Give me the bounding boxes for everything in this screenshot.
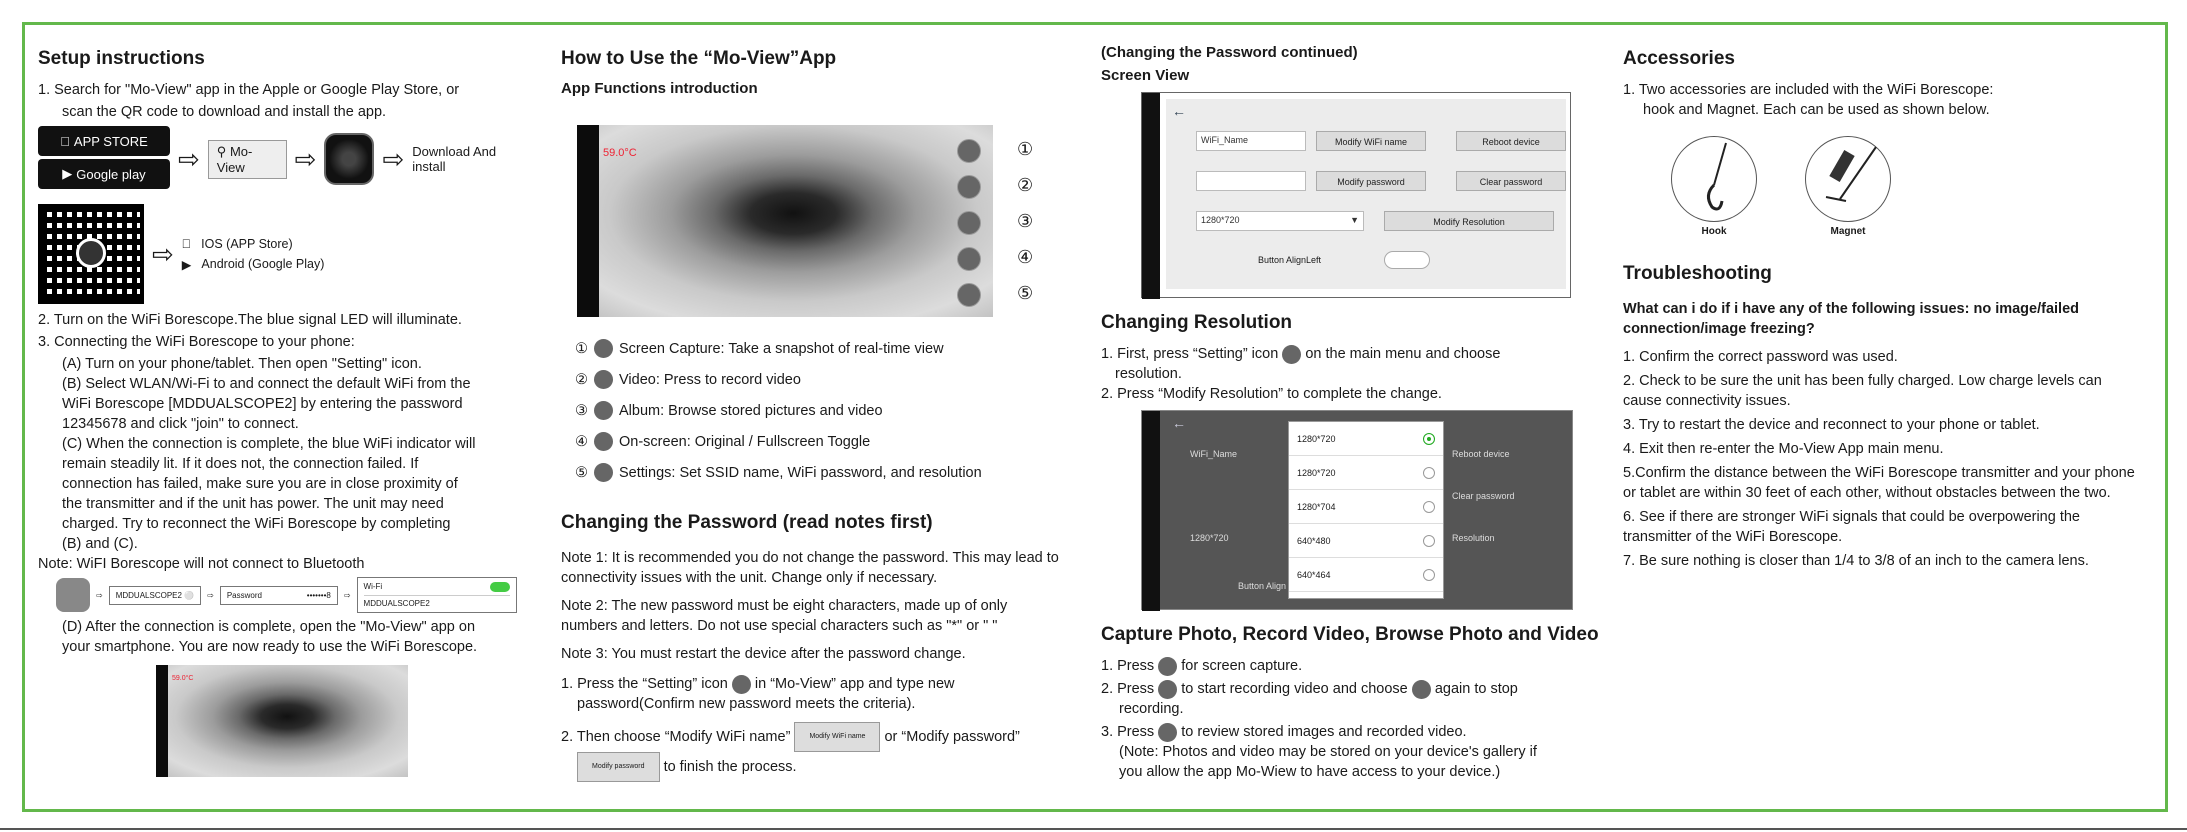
setup-step-3d-1: (D) After the connection is complete, open the "Mo-View" app on: [62, 619, 476, 635]
setup-step-3c-1: (C) When the connection is complete, the blue WiFi indicator will: [62, 436, 476, 452]
settings-button[interactable]: [957, 283, 981, 307]
setup-step-3b-1: (B) Select WLAN/Wi-Fi to and connect the default WiFi from the: [62, 376, 471, 392]
camera-icon: [594, 339, 613, 358]
function-album: ③ Album: Browse stored pictures and video: [575, 402, 883, 419]
list-item: 6. See if there are stronger WiFi signals that could be overpowering the transmitter of the WiFi Borescope.: [1623, 509, 2080, 545]
download-flow: [38, 126, 528, 192]
temperature-readout: 59.0°C: [172, 675, 194, 682]
wifi-toggle[interactable]: [490, 582, 510, 592]
marker-1: ①: [1017, 139, 1034, 159]
settings-gear-icon: [56, 578, 90, 612]
res-option[interactable]: 640*464: [1289, 558, 1443, 592]
os-list: IOS (APP Store) ▶ Android (Google Play): [181, 236, 325, 272]
list-item: 3. Try to restart the device and reconnect to your phone or tablet.: [1623, 417, 2040, 433]
pw-step-1: 1. Press the “Setting” icon in “Mo-View” app and type new: [561, 676, 955, 692]
continued-heading: (Changing the Password continued): [1101, 44, 1358, 61]
cap-step-3-note-2: you allow the app Mo-Wiew to have access to your device.): [1119, 764, 1501, 780]
setup-column: [38, 30, 528, 777]
settings-icon: [594, 463, 613, 482]
wifi-panel: Wi-Fi MDDUALSCOPE2: [357, 577, 517, 613]
cap-step-2-cont: recording.: [1119, 701, 1184, 717]
video-icon: [1158, 680, 1177, 699]
album-icon: [594, 401, 613, 420]
password-continued-column: [1101, 30, 1601, 782]
setup-step-3c-3: connection has failed, make sure you are in close proximity of: [62, 476, 458, 492]
ssid-row[interactable]: MDDUALSCOPE2 ⚪: [109, 586, 201, 605]
magnet-icon: [1805, 136, 1891, 222]
setup-step-3: 3. Connecting the WiFi Borescope to your phone:: [38, 334, 355, 350]
function-list: [575, 339, 1061, 482]
setup-step-1: 1. Search for "Mo-View" app in the Apple or Google Play Store, or: [38, 82, 460, 98]
res-option[interactable]: 1280*704: [1289, 490, 1443, 524]
hook-accessory: [1671, 136, 1757, 237]
resolution-dropdown: [1288, 421, 1444, 599]
radio-icon: [1423, 535, 1435, 547]
settings-icon: [732, 675, 751, 694]
radio-selected-icon: [1423, 433, 1435, 445]
qr-section: [38, 204, 528, 304]
cap-step-2: 2. Press to start recording video and choose again to stop: [1101, 681, 1518, 697]
play-icon: ▶: [62, 166, 73, 181]
note-3: Note 3: You must restart the device after the password change.: [561, 646, 966, 662]
pw-step-1-cont: password(Confirm new password meets the criteria).: [577, 696, 916, 712]
capture-title: Capture Photo, Record Video, Browse Photo and Video: [1101, 624, 1599, 645]
arrow-icon: ⇨: [294, 144, 317, 174]
list-item: 5.Confirm the distance between the WiFi Borescope transmitter and your phone or tablet are within 30 feet of each other, without obstacles between the two.: [1623, 465, 2135, 501]
download-label: Download And install: [412, 144, 497, 174]
password-field[interactable]: Password •••••••8: [220, 586, 338, 605]
modify-password-button[interactable]: Modify password: [577, 752, 660, 782]
modify-wifi-name-button[interactable]: Modify WiFi name: [794, 722, 880, 752]
video-button[interactable]: [957, 175, 981, 199]
store-badges: [38, 126, 170, 192]
app-usage-title: How to Use the “Mo-View”App: [561, 48, 837, 69]
res-option[interactable]: 1280*720: [1289, 456, 1443, 490]
res-option[interactable]: 640*480: [1289, 524, 1443, 558]
radio-icon: [1423, 569, 1435, 581]
setup-step-3a: (A) Turn on your phone/tablet. Then open "Setting" icon.: [62, 356, 422, 372]
app-preview-image: [156, 665, 408, 777]
accessories-text-2: hook and Magnet. Each can be used as shown below.: [1643, 102, 1990, 118]
function-settings: ⑤ Settings: Set SSID name, WiFi password, and resolution: [575, 464, 982, 481]
bluetooth-note: Note: WiFI Borescope will not connect to Bluetooth: [38, 556, 365, 572]
wifi-name-input[interactable]: WiFi_Name: [1196, 131, 1306, 151]
modify-password-btn[interactable]: Modify password: [1316, 171, 1426, 191]
res-step-1-cont: resolution.: [1115, 366, 1182, 382]
apple-icon: [182, 237, 191, 251]
resolution-select[interactable]: 1280*720 ▼: [1196, 211, 1364, 231]
radio-icon: [1423, 501, 1435, 513]
accessories-text-1: 1. Two accessories are included with the WiFi Borescope:: [1623, 82, 1994, 98]
function-video: ② Video: Press to record video: [575, 371, 801, 388]
apple-icon: [60, 134, 70, 149]
setup-step-3b-3: 12345678 and click "join" to connect.: [62, 416, 299, 432]
cap-step-1: 1. Press for screen capture.: [1101, 658, 1303, 674]
marker-3: ③: [1017, 211, 1034, 231]
search-box[interactable]: ⚲ Mo-View: [208, 140, 287, 179]
setup-step-3d-2: your smartphone. You are now ready to use the WiFi Borescope.: [62, 639, 478, 655]
list-item: 4. Exit then re-enter the Mo-View App main menu.: [1623, 441, 1944, 457]
google-play-badge[interactable]: ▶ Google play: [38, 159, 170, 189]
settings-screenshot: [1141, 92, 1571, 298]
setup-title: Setup instructions: [38, 48, 205, 69]
marker-2: ②: [1017, 175, 1034, 195]
mo-view-app-icon[interactable]: [324, 133, 374, 185]
password-input[interactable]: [1196, 171, 1306, 191]
res-option[interactable]: 1280*720: [1289, 422, 1443, 456]
radio-icon: [1423, 467, 1435, 479]
accessories-column: [1623, 30, 2143, 575]
camera-icon: [1158, 657, 1177, 676]
align-left-label: Button AlignLeft: [1258, 255, 1322, 265]
align-toggle[interactable]: [1384, 251, 1430, 269]
back-arrow-icon[interactable]: ←: [1172, 415, 1186, 431]
capture-button[interactable]: [957, 139, 981, 163]
modify-resolution-btn[interactable]: Modify Resolution: [1384, 211, 1554, 231]
app-screenshot: [577, 125, 1034, 317]
note-1: Note 1: It is recommended you do not change the password. This may lead to connectivity issues with the unit. Change only if necessary.: [561, 550, 1059, 586]
setup-step-1-cont: scan the QR code to download and install the app.: [62, 104, 387, 120]
settings-icon: [1282, 345, 1301, 364]
accessories-title: Accessories: [1623, 48, 1735, 69]
res-step-1: 1. First, press “Setting” icon on the main menu and choose: [1101, 346, 1501, 362]
app-store-badge[interactable]: APP STORE: [38, 126, 170, 156]
function-capture: ① Screen Capture: Take a snapshot of real-time view: [575, 340, 944, 357]
note-2: Note 2: The new password must be eight characters, made up of only numbers and letters. Do not use special characters such as "*" or " ": [561, 598, 1008, 634]
back-arrow-icon[interactable]: ←: [1172, 103, 1186, 119]
accessory-images: [1671, 136, 2143, 237]
cap-step-3: 3. Press to review stored images and recorded video.: [1101, 724, 1467, 740]
res-step-2: 2. Press “Modify Resolution” to complete the change.: [1101, 386, 1442, 402]
pw-step-2-cont: Modify password to finish the process.: [561, 752, 1061, 782]
setup-step-3c-4: the transmitter and if the unit has power. The unit may need: [62, 496, 444, 512]
caret-down-icon: ▼: [1350, 215, 1359, 225]
app-usage-column: [561, 30, 1061, 782]
cap-step-3-note-1: (Note: Photos and video may be stored on your device's gallery if: [1119, 744, 1537, 760]
magnet-label: Magnet: [1830, 226, 1866, 237]
video-icon: [1412, 680, 1431, 699]
resolution-title: Changing Resolution: [1101, 312, 1293, 333]
arrow-icon: ⇨: [343, 590, 351, 600]
album-button[interactable]: [957, 211, 981, 235]
magnet-accessory: [1805, 136, 1891, 237]
google-play-icon: ▶: [181, 257, 192, 272]
modify-wifi-name-btn[interactable]: Modify WiFi name: [1316, 131, 1426, 151]
fullscreen-icon: [594, 432, 613, 451]
app-functions-subtitle: App Functions introduction: [561, 80, 758, 97]
troubleshooting-list: [1623, 347, 2143, 571]
temperature-readout: 59.0°C: [603, 147, 637, 159]
bottom-divider: [0, 828, 2187, 830]
hook-label: Hook: [1701, 226, 1727, 237]
troubleshooting-question: What can i do if i have any of the following issues: no image/failed connection/image freezing?: [1623, 301, 2080, 337]
arrow-icon: ⇨: [178, 144, 200, 174]
setup-step-3c-6: (B) and (C).: [62, 536, 138, 552]
list-item: 1. Confirm the correct password was used.: [1623, 349, 1898, 365]
arrow-icon: ⇨: [207, 590, 214, 600]
hook-icon: [1671, 136, 1757, 222]
setup-step-3c-5: charged. Try to reconnect the WiFi Borescope by completing: [62, 516, 451, 532]
qr-code[interactable]: [38, 204, 144, 304]
resolution-screenshot: ← WiFi_Name Reboot device Clear password 1280*720 Resolution Button Align 1280*720 1280*720 1280*704 640*480 640*464: [1141, 410, 1573, 610]
setup-step-3c-2: remain steadily lit. If it does not, the connection failed. If: [62, 456, 419, 472]
search-icon: ⚲: [216, 143, 227, 159]
setup-step-3b-2: WiFi Borescope [MDDUALSCOPE2] by entering the password: [62, 396, 463, 412]
wifi-settings-strip: [56, 577, 528, 613]
list-item: 7. Be sure nothing is closer than 1/4 to 3/8 of an inch to the camera lens.: [1623, 553, 2089, 569]
clear-password-btn[interactable]: Clear password: [1456, 171, 1566, 191]
marker-4: ④: [1017, 247, 1034, 267]
reboot-device-btn[interactable]: Reboot device: [1456, 131, 1566, 151]
video-icon: [594, 370, 613, 389]
troubleshooting-title: Troubleshooting: [1623, 263, 1772, 284]
setup-step-2: 2. Turn on the WiFi Borescope.The blue signal LED will illuminate.: [38, 312, 462, 328]
arrow-icon: ⇨: [152, 239, 174, 269]
arrow-icon: ⇨: [382, 144, 405, 174]
fullscreen-button[interactable]: [957, 247, 981, 271]
album-icon: [1158, 723, 1177, 742]
function-fullscreen: ④ On-screen: Original / Fullscreen Toggle: [575, 433, 871, 450]
arrow-icon: ⇨: [96, 590, 103, 600]
marker-5: ⑤: [1017, 283, 1034, 303]
screen-view-heading: Screen View: [1101, 67, 1190, 84]
pw-step-2: 2. Then choose “Modify WiFi name” Modify WiFi name or “Modify password”: [561, 722, 1061, 752]
list-item: 2. Check to be sure the unit has been fully charged. Low charge levels can cause connectivity issues.: [1623, 373, 2102, 409]
password-title: Changing the Password (read notes first): [561, 512, 933, 533]
